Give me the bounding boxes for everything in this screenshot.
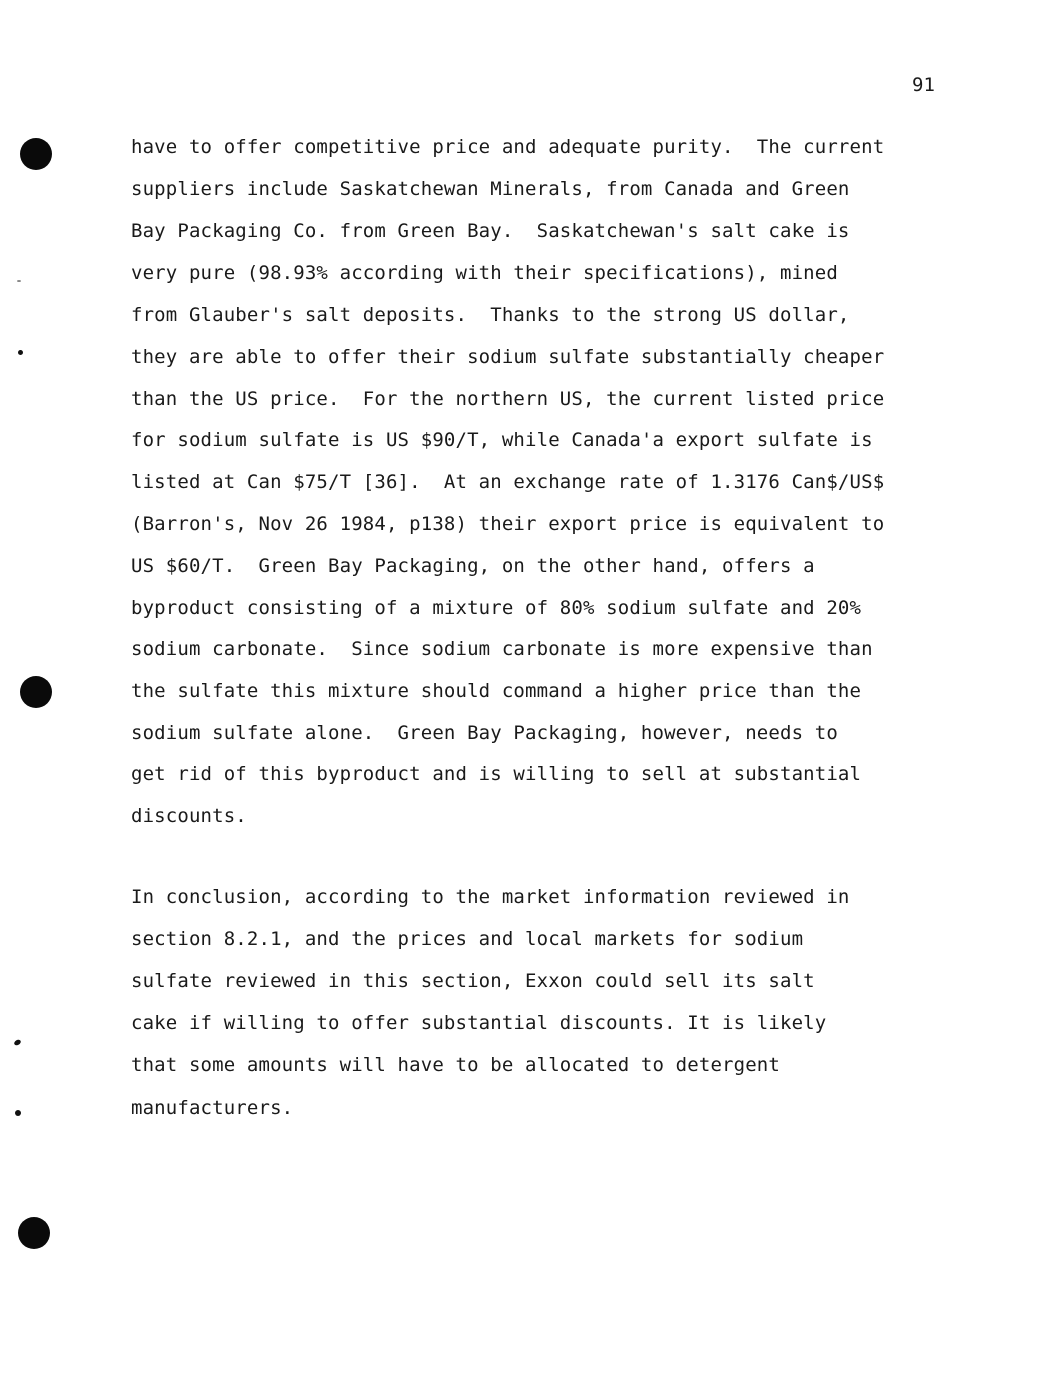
text-line: (Barron's, Nov 26 1984, p138) their export price is equivalent to bbox=[131, 513, 885, 535]
text-line: In conclusion, according to the market information reviewed in bbox=[131, 886, 850, 908]
text-line: discounts. bbox=[131, 805, 247, 827]
text-line: they are able to offer their sodium sulfate substantially cheaper bbox=[131, 346, 885, 368]
text-line: sodium carbonate. Since sodium carbonate is more expensive than bbox=[131, 638, 873, 660]
text-line: for sodium sulfate is US $90/T, while Canada'a export sulfate is bbox=[131, 429, 873, 451]
text-line: section 8.2.1, and the prices and local markets for sodium bbox=[131, 928, 804, 950]
text-line: get rid of this byproduct and is willing to sell at substantial bbox=[131, 763, 862, 785]
text-line: suppliers include Saskatchewan Minerals, from Canada and Green bbox=[131, 178, 850, 200]
text-line: have to offer competitive price and adequate purity. The current bbox=[131, 136, 885, 158]
text-line: byproduct consisting of a mixture of 80% sodium sulfate and 20% bbox=[131, 597, 862, 619]
text-line: sodium sulfate alone. Green Bay Packaging, however, needs to bbox=[131, 722, 838, 744]
scan-speck bbox=[18, 350, 23, 355]
scan-speck bbox=[17, 280, 21, 282]
page-number: 91 bbox=[912, 74, 935, 96]
text-line: from Glauber's salt deposits. Thanks to the strong US dollar, bbox=[131, 304, 850, 326]
binder-hole-middle bbox=[20, 676, 52, 708]
binder-hole-top bbox=[20, 138, 52, 170]
text-line: manufacturers. bbox=[131, 1097, 294, 1119]
text-line: Bay Packaging Co. from Green Bay. Saskatchewan's salt cake is bbox=[131, 220, 850, 242]
text-line: listed at Can $75/T [36]. At an exchange rate of 1.3176 Can$/US$ bbox=[131, 471, 885, 493]
text-line: sulfate reviewed in this section, Exxon could sell its salt bbox=[131, 970, 815, 992]
text-line: than the US price. For the northern US, the current listed price bbox=[131, 388, 885, 410]
scan-speck bbox=[15, 1110, 21, 1116]
text-line: very pure (98.93% according with their specifications), mined bbox=[131, 262, 838, 284]
scan-speck bbox=[13, 1039, 22, 1047]
text-line: US $60/T. Green Bay Packaging, on the other hand, offers a bbox=[131, 555, 815, 577]
text-line: that some amounts will have to be allocated to detergent bbox=[131, 1054, 780, 1076]
text-line: cake if willing to offer substantial discounts. It is likely bbox=[131, 1012, 827, 1034]
binder-hole-bottom bbox=[18, 1217, 50, 1249]
text-line: the sulfate this mixture should command a higher price than the bbox=[131, 680, 862, 702]
